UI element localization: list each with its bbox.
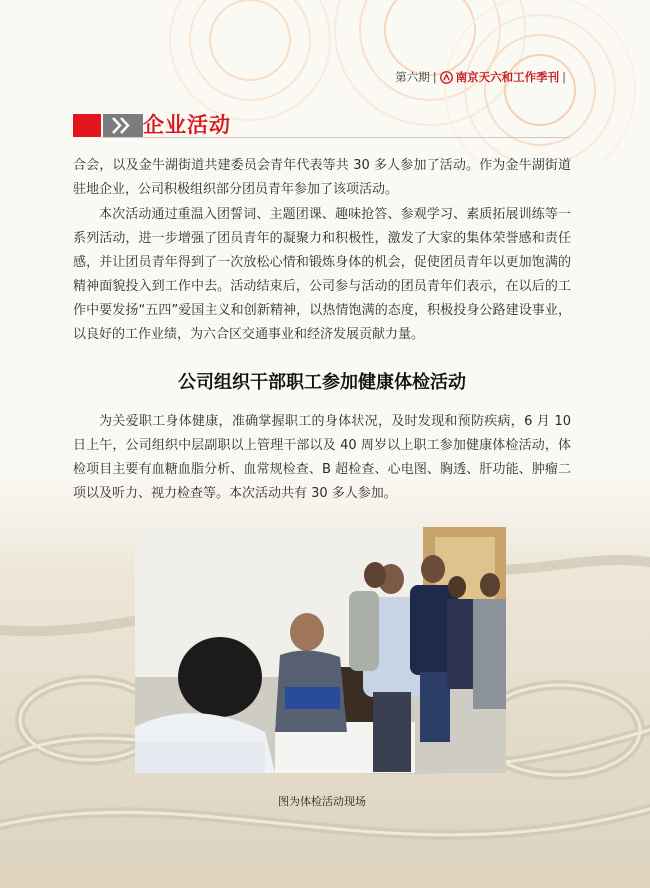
health-check-photo xyxy=(135,527,506,773)
section-divider xyxy=(101,137,570,138)
photo-caption: 图为体检活动现场 xyxy=(278,795,366,808)
header-separator: | xyxy=(432,70,437,84)
company-logo-icon xyxy=(440,71,453,84)
article-paragraph: 为关爱职工身体健康，准确掌握职工的身体状况，及时发现和预防疾病，6 月 10 日上午，公司组织中层副职以上管理干部以及 40 周岁以上职工参加健康体检活动，体检项目主要有血糖血脂分析、血常规检查、B 超检查、心电图、胸透、肝功能、肿瘤二项以及听力、视力检查等。本次活动共有 30 多人参加。 xyxy=(73,414,571,501)
issue-header xyxy=(395,69,566,85)
section-banner xyxy=(73,111,570,139)
double-chevron-right-icon xyxy=(103,114,143,137)
header-separator-end: | xyxy=(562,70,566,84)
article-title: 公司组织干部职工参加健康体检活动 xyxy=(178,372,466,393)
article-paragraph: 合会，以及金牛湖街道共建委员会青年代表等共 30 多人参加了活动。作为金牛湖街道驻地企业，公司积极组织部分团员青年参加了该项活动。 xyxy=(73,158,571,197)
publication-title: 南京天六和工作季刊 xyxy=(455,70,560,84)
banner-red-block xyxy=(73,114,101,137)
article-paragraph: 本次活动通过重温入团誓词、主题团课、趣味抢答、参观学习、素质拓展训练等一系列活动，进一步增强了团员青年的凝聚力和积极性，激发了大家的集体荣誉感和责任感，并让团员青年得到了一次放松心情和锻炼身体的机会，促使团员青年以更加饱满的精神面貌投入到工作中去。活动结束后，公司参与活动的团员青年们表示，在以后的工作中要发扬“五四”爱国主义和创新精神，以热情饱满的态度，积极投身公路建设事业，以良好的工作业绩，为六合区交通事业和经济发展贡献力量。 xyxy=(73,207,571,342)
issue-number: 第六期 xyxy=(395,70,430,84)
section-title: 企业活动 xyxy=(143,113,231,137)
